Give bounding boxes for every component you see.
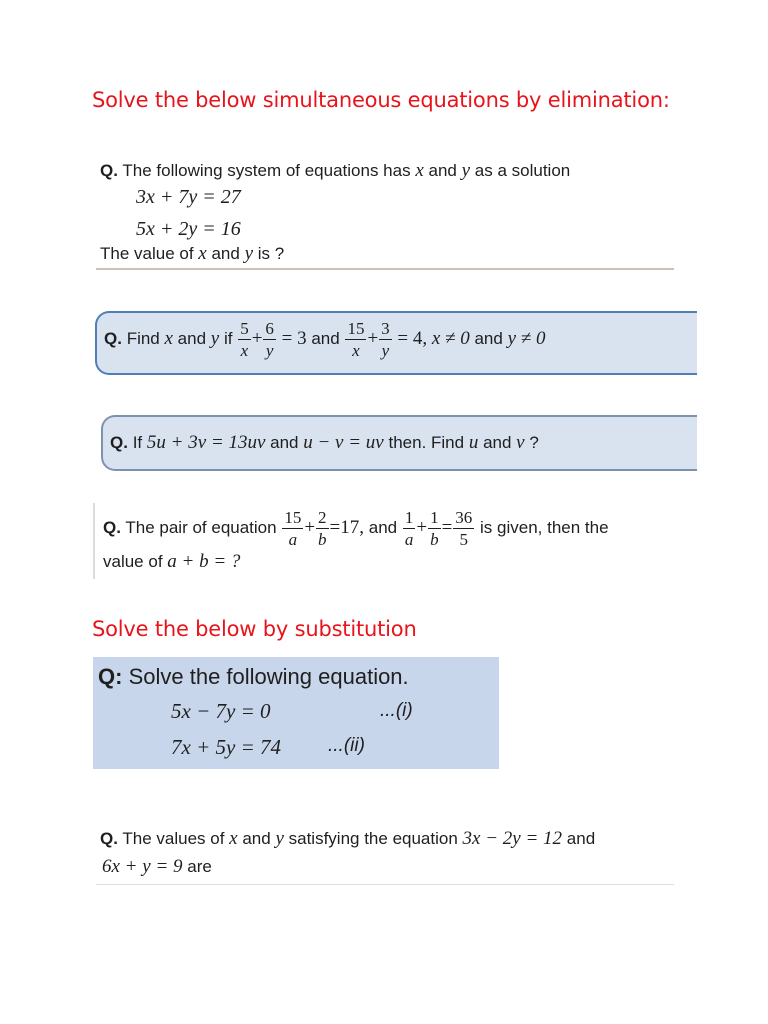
equation: 5u + 3v = 13uv [146, 432, 266, 453]
question-label: Q. [103, 517, 121, 537]
question-text: and [211, 244, 240, 263]
fraction: $\frac{1}{a}$ [404, 508, 414, 549]
question-text: and [177, 328, 207, 348]
question-text: and [474, 328, 503, 348]
question-label: Q. [100, 829, 118, 848]
question-label: Q. [100, 161, 118, 180]
variable-x: x [164, 327, 173, 349]
equals-value: =17, [329, 516, 365, 538]
question-text: are [187, 857, 212, 876]
question-1-equation-2: 5x + 2y = 16 [136, 218, 241, 240]
question-text: and [242, 829, 271, 848]
question-text: The pair of equation [125, 517, 277, 537]
question-text: and [368, 517, 398, 537]
question-1-equation-1: 3x + 7y = 27 [136, 186, 241, 208]
equation: a + b = ? [167, 551, 241, 572]
question-4-line-1: Q. The pair of equation $\frac{15}{a}$ + $\frac{2}{b}$ =17, and $\frac{1}{a}$ + $\frac{1}{b}$ = $\frac{36}{5}$ is given, then the [103, 508, 609, 549]
question-label: Q. [110, 433, 128, 452]
fraction: $\frac{3}{y}$ [381, 319, 390, 360]
fraction: $\frac{6}{y}$ [265, 319, 274, 360]
question-text: value of [103, 552, 163, 571]
substitution-heading: Solve the below by substitution [92, 617, 417, 641]
equals-value: = 4, [397, 327, 428, 349]
elimination-heading: Solve the below simultaneous equations by elimination: [92, 88, 670, 112]
question-5-title [98, 664, 409, 690]
variable-x: x [415, 160, 424, 181]
condition-y: y ≠ 0 [507, 327, 546, 349]
plus-sign: + [251, 327, 263, 349]
question-text: Find [126, 328, 160, 348]
variable-x: x [229, 828, 238, 849]
divider [96, 884, 674, 885]
variable-y: y [210, 327, 220, 349]
variable-y: y [461, 160, 471, 181]
plus-sign: + [367, 327, 379, 349]
question-6-line-1 [100, 828, 595, 850]
question-3-content [110, 432, 539, 454]
question-2-content [104, 320, 545, 359]
question-text: is given, then the [480, 517, 609, 537]
equation: 3x − 2y = 12 [462, 828, 563, 849]
question-text: and [483, 433, 512, 452]
question-5-equation-1: 5x − 7y = 0 [171, 699, 271, 723]
question-1-line-3 [100, 243, 284, 265]
fraction: $\frac{5}{x}$ [240, 319, 249, 360]
question-text: and [270, 433, 299, 452]
question-text: then. Find [388, 433, 465, 452]
question-text: Solve the following equation. [128, 664, 409, 689]
left-border [93, 503, 95, 579]
fraction: $\frac{1}{b}$ [430, 508, 439, 549]
variable-x: x [198, 243, 207, 264]
variable-v: v [516, 432, 525, 453]
variable-y: y [244, 243, 254, 264]
question-text: If [132, 433, 143, 452]
equation: 6x + y = 9 [102, 856, 183, 877]
condition-x: x ≠ 0 [431, 327, 470, 349]
question-text: is ? [257, 244, 285, 263]
fraction: $\frac{15}{a}$ [284, 508, 302, 549]
variable-y: y [275, 828, 284, 849]
question-5-equation-2: 7x + 5y = 74 [171, 735, 281, 759]
fraction: $\frac{15}{x}$ [347, 319, 365, 360]
equation: u − v = uv [303, 432, 384, 453]
question-label: Q: [98, 664, 123, 689]
equals-value: = 3 [281, 327, 307, 349]
equation-tag: ...(ii) [328, 735, 365, 756]
question-text: if [223, 328, 233, 348]
divider [96, 268, 674, 270]
question-text: The values of [122, 829, 225, 848]
question-text: The following system of equations has [122, 161, 411, 180]
question-text: and [311, 328, 340, 348]
question-text: satisfying the equation [288, 829, 458, 848]
fraction: $\frac{36}{5}$ [455, 508, 473, 549]
fraction: $\frac{2}{b}$ [318, 508, 327, 549]
question-text: The value of [100, 244, 194, 263]
question-6-line-2 [102, 856, 212, 878]
question-1-line-1 [100, 160, 570, 182]
question-text: and [428, 161, 457, 180]
question-text: as a solution [474, 161, 571, 180]
question-mark: ? [529, 433, 539, 452]
equation-tag: ...(i) [380, 700, 413, 721]
question-label: Q. [104, 328, 122, 348]
question-4-line-2 [103, 551, 240, 573]
question-text: and [566, 829, 596, 848]
variable-u: u [468, 432, 479, 453]
